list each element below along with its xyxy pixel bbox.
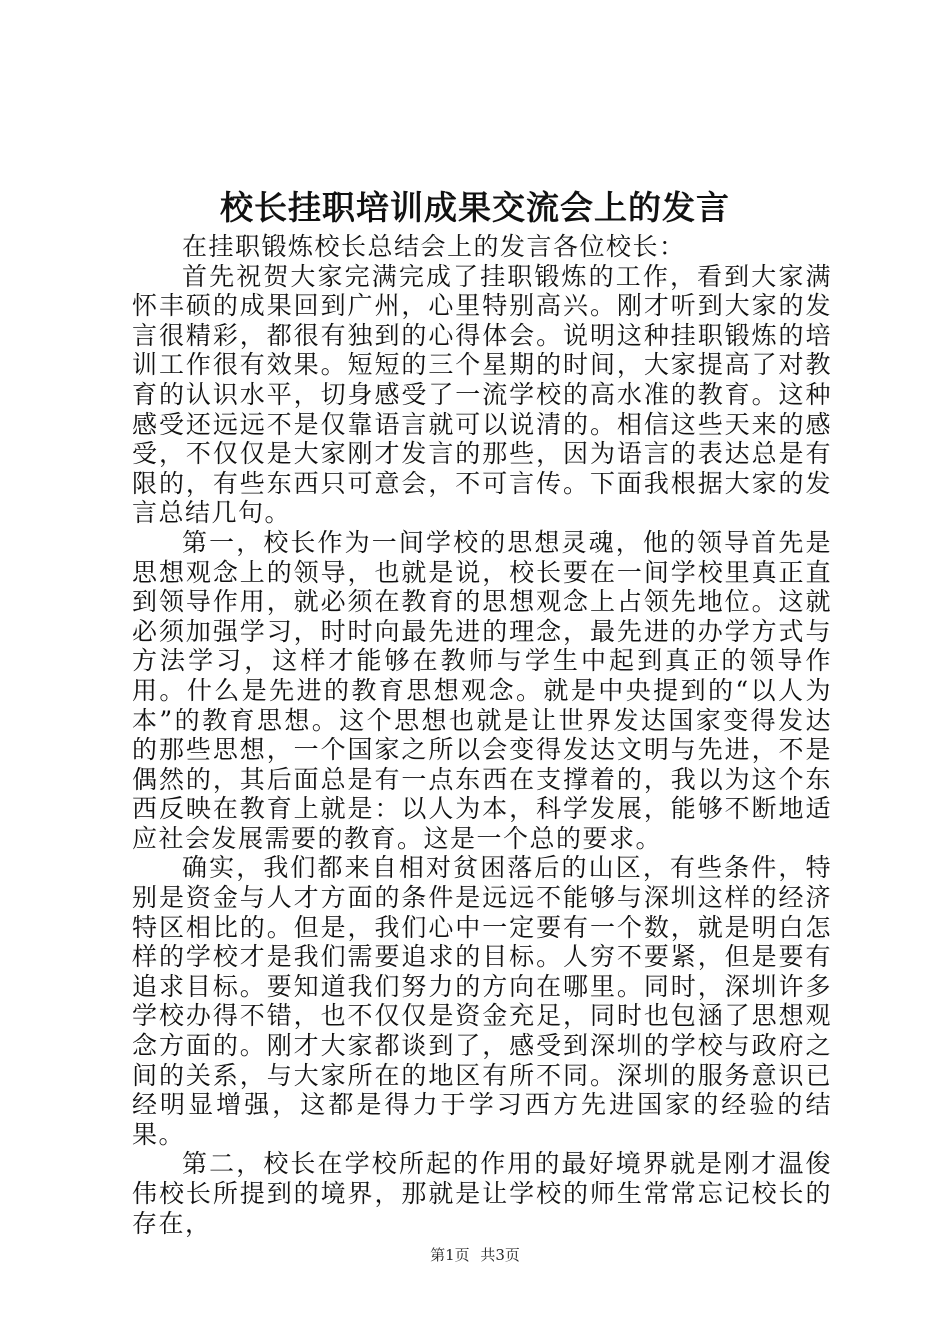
page-number: 第1页 [430, 1246, 470, 1264]
document-body [132, 232, 832, 1238]
paragraph-first-point: 第一，校长作为一间学校的思想灵魂，他的领导首先是思想观念上的领导，也就是说，校长要在一间学校里真正直到领导作用，就必须在教育的思想观念上占领先地位。这就必须加强学习，时时向最先进的理念，最先进的办学方式与方法学习，这样才能够在教师与学生中起到真正的领导作用。什么是先进的教育思想观念。就是中央提到的“以人为本”的教育思想。这个思想也就是让世界发达国家变得发达的那些思想，一个国家之所以会变得发达文明与先进，不是偶然的，其后面总是有一点东西在支撑着的，我以为这个东西反映在教育上就是：以人为本，科学发展，能够不断地适应社会发展需要的教育。这是一个总的要求。 [132, 527, 832, 853]
paragraph-opening: 首先祝贺大家完满完成了挂职锻炼的工作，看到大家满怀丰硕的成果回到广州，心里特别高兴。刚才听到大家的发言很精彩，都很有独到的心得体会。说明这种挂职锻炼的培训工作很有效果。短短的三个星期的时间，大家提高了对教育的认识水平，切身感受了一流学校的高水准的教育。这种感受还远远不是仅靠语言就可以说清的。相信这些天来的感受，不仅仅是大家刚才发言的那些，因为语言的表达总是有限的，有些东西只可意会，不可言传。下面我根据大家的发言总结几句。 [132, 261, 832, 528]
paragraph-second-point: 第二，校长在学校所起的作用的最好境界就是刚才温俊伟校长所提到的境界，那就是让学校的师生常常忘记校长的存在， [132, 1149, 832, 1238]
paragraph-salutation: 在挂职锻炼校长总结会上的发言各位校长： [182, 232, 686, 261]
paragraph-resources: 确实，我们都来自相对贫困落后的山区，有些条件，特别是资金与人才方面的条件是远远不能够与深圳这样的经济特区相比的。但是，我们心中一定要有一个数，就是明白怎样的学校才是我们需要追求的目标。人穷不要紧，但是要有追求目标。要知道我们努力的方向在哪里。同时，深圳许多学校办得不错，也不仅仅是资金充足，同时也包涵了思想观念方面的。刚才大家都谈到了，感受到深圳的学校与政府之间的关系，与大家所在的地区有所不同。深圳的服务意识已经明显增强，这都是得力于学习西方先进国家的经验的结果。 [132, 853, 832, 1149]
page-total: 共3页 [480, 1246, 520, 1264]
page-footer [0, 1243, 950, 1267]
document-title: 校长挂职培训成果交流会上的发言 [220, 188, 730, 227]
